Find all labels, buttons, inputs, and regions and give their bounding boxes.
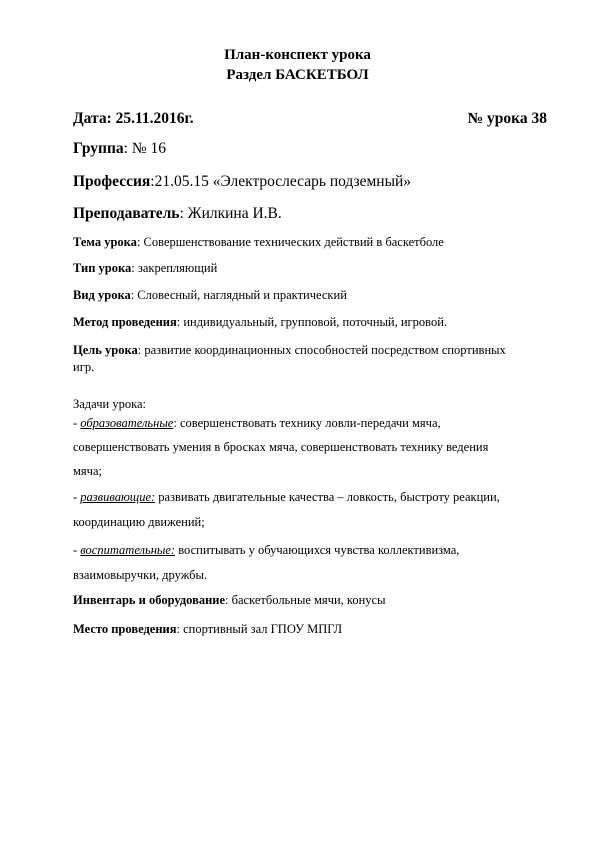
topic-value: : Совершенствование технических действий в баскетболе (136, 235, 444, 249)
teacher-value: : Жилкина И.В. (179, 205, 282, 222)
task-educational-text: : совершенствовать технику ловли-передачи мяча, (173, 416, 441, 430)
method-value: : индивидуальный, групповой, поточный, игровой. (176, 315, 448, 329)
kind-label: Вид урока (73, 288, 131, 302)
task-educational-cont-1: совершенствовать умения в бросках мяча, совершенствовать технику ведения (73, 440, 489, 454)
type-value: : закрепляющий (131, 261, 218, 275)
profession-value: :21.05.15 «Электрослесарь подземный» (150, 173, 412, 190)
kind-row (73, 288, 550, 303)
task-developing-label: развивающие: (80, 490, 156, 504)
place-label: Место проведения (73, 622, 177, 636)
group-value: : № 16 (123, 140, 167, 157)
task-educational-cont-2: мяча; (73, 464, 102, 478)
group-row (73, 140, 550, 158)
teacher-row (73, 205, 550, 223)
lesson-number: № урока 38 (467, 110, 547, 127)
title-line-2: Раздел БАСКЕТБОЛ (226, 67, 369, 83)
kind-value: : Словесный, наглядный и практический (130, 288, 347, 302)
task-upbringing (73, 543, 550, 558)
inventory-value: : баскетбольные мячи, конусы (225, 593, 386, 607)
date-label: Дата: (73, 110, 112, 127)
type-row (73, 261, 550, 276)
task-developing (73, 490, 550, 505)
teacher-label: Преподаватель (73, 205, 180, 222)
task-developing-cont: координацию движений; (73, 515, 205, 529)
method-row (73, 315, 550, 330)
profession-row (73, 173, 550, 191)
task-educational (73, 416, 550, 431)
goal-continuation: игр. (73, 360, 95, 374)
inventory-row (73, 593, 550, 608)
task-upbringing-text: воспитывать у обучающихся чувства коллективизма, (175, 543, 460, 557)
place-row (73, 622, 550, 637)
tasks-heading: Задачи урока: (73, 397, 146, 411)
profession-label: Профессия (73, 173, 151, 190)
task-upbringing-cont: взаимовыручки, дружбы. (73, 568, 208, 582)
inventory-label: Инвентарь и оборудование (73, 593, 226, 607)
goal-label: Цель урока (73, 343, 138, 357)
group-label: Группа (73, 140, 124, 157)
topic-row (73, 235, 550, 250)
type-label: Тип урока (73, 261, 132, 275)
task-educational-label: образовательные (80, 416, 174, 430)
goal-value: : развитие координационных способностей посредством спортивных (137, 343, 506, 357)
task-developing-text: развивать двигательные качества – ловкость, быстроту реакции, (155, 490, 500, 504)
method-label: Метод проведения (73, 315, 177, 329)
topic-label: Тема урока (73, 235, 137, 249)
goal-row (73, 343, 550, 358)
task-prefix: - (73, 543, 81, 557)
task-prefix: - (73, 490, 81, 504)
task-upbringing-label: воспитательные: (80, 543, 176, 557)
place-value: : спортивный зал ГПОУ МПГЛ (176, 622, 343, 636)
title-line-1: План-конспект урока (224, 47, 371, 63)
task-prefix: - (73, 416, 81, 430)
date-value: 25.11.2016г. (115, 110, 194, 127)
